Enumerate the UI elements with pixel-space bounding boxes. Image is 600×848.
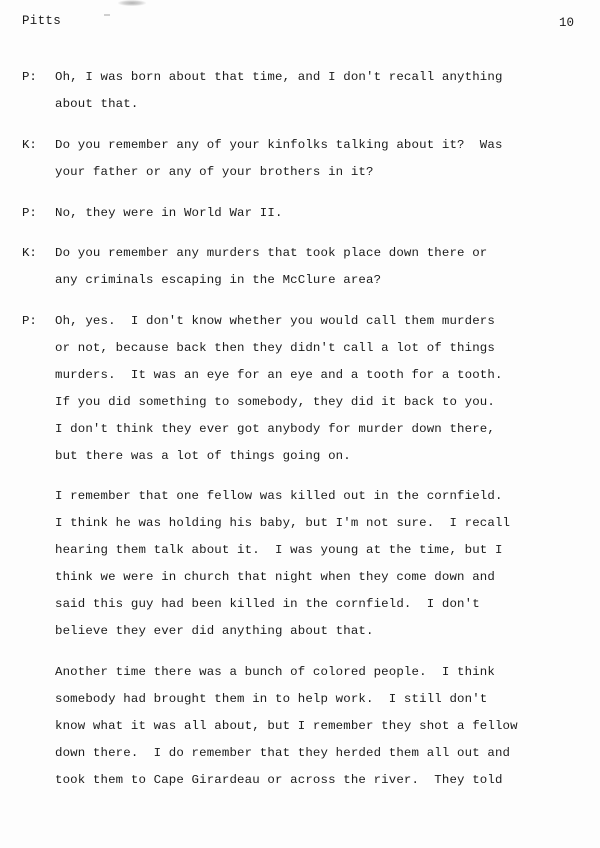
- header-interviewee-name: Pitts: [22, 14, 62, 28]
- text-line: but there was a lot of things going on.: [55, 449, 351, 463]
- text-line: know what it was all about, but I remember they shot a fellow: [55, 719, 518, 733]
- text-line: about that.: [55, 97, 139, 111]
- text-line: Oh, I was born about that time, and I don't recall anything: [55, 70, 503, 84]
- text-line: hearing them talk about it. I was young at the time, but I: [55, 543, 503, 557]
- text-line: said this guy had been killed in the cornfield. I don't: [55, 597, 480, 611]
- text-line: Oh, yes. I don't know whether you would call them murders: [55, 314, 495, 328]
- text-line: No, they were in World War II.: [55, 206, 283, 220]
- text-line: If you did something to somebody, they did it back to you.: [55, 395, 495, 409]
- scan-smudge: [118, 0, 146, 6]
- speaker-label: P:: [22, 206, 37, 220]
- text-line: think we were in church that night when they come down and: [55, 570, 495, 584]
- text-line: or not, because back then they didn't call a lot of things: [55, 341, 495, 355]
- text-line: I remember that one fellow was killed out in the cornfield.: [55, 489, 503, 503]
- text-line: Do you remember any of your kinfolks talking about it? Was: [55, 138, 503, 152]
- scan-speck: [104, 14, 110, 16]
- speaker-label: K:: [22, 138, 37, 152]
- text-line: I think he was holding his baby, but I'm not sure. I recall: [55, 516, 511, 530]
- speaker-label: P:: [22, 314, 37, 328]
- text-line: your father or any of your brothers in it?: [55, 165, 374, 179]
- speaker-label: P:: [22, 70, 37, 84]
- page-number: 10: [558, 16, 574, 30]
- text-line: I don't think they ever got anybody for murder down there,: [55, 422, 495, 436]
- text-line: Another time there was a bunch of colored people. I think: [55, 665, 495, 679]
- speaker-label: K:: [22, 246, 37, 260]
- text-line: murders. It was an eye for an eye and a tooth for a tooth.: [55, 368, 503, 382]
- text-line: took them to Cape Girardeau or across the river. They told: [55, 773, 503, 787]
- text-line: believe they ever did anything about that.: [55, 624, 374, 638]
- text-line: down there. I do remember that they herded them all out and: [55, 746, 511, 760]
- text-line: any criminals escaping in the McClure area?: [55, 273, 382, 287]
- text-line: somebody had brought them in to help work. I still don't: [55, 692, 488, 706]
- text-line: Do you remember any murders that took place down there or: [55, 246, 488, 260]
